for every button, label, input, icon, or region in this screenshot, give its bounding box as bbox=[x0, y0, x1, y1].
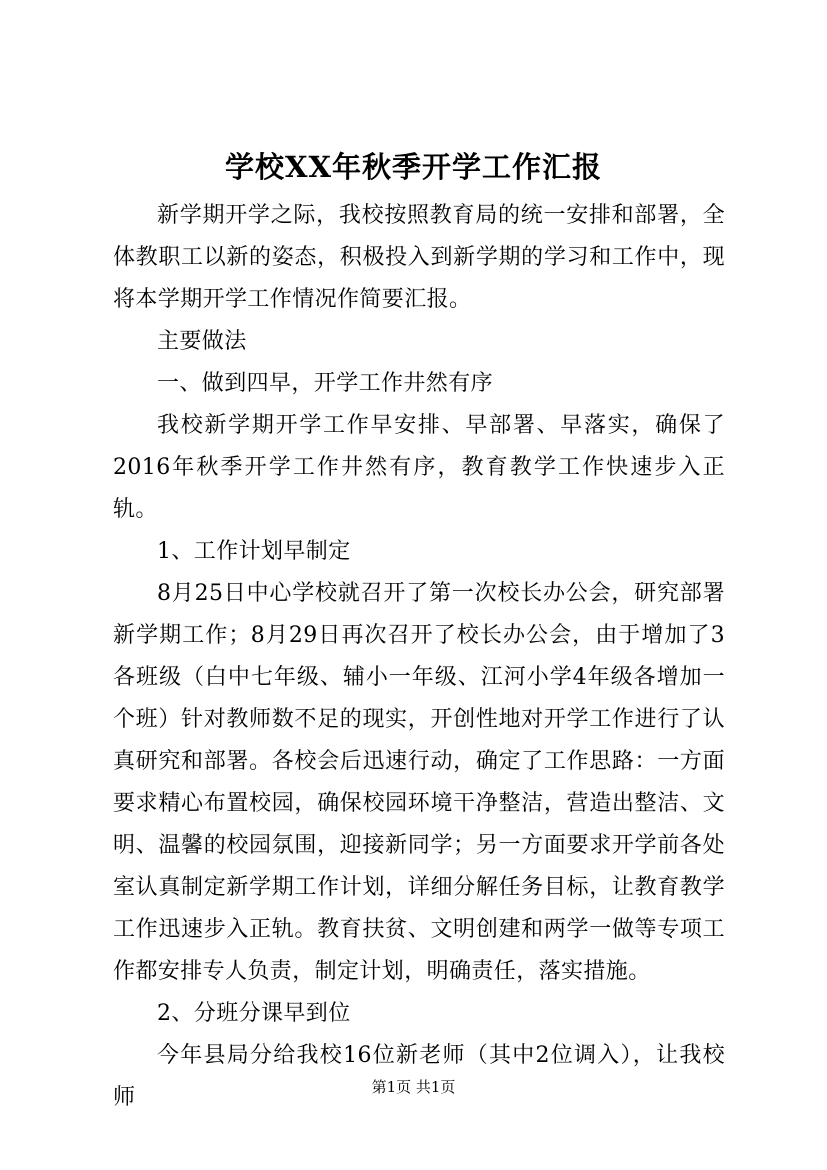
subheading-class-assignment: 2、分班分课早到位 bbox=[157, 1001, 351, 1026]
paragraph-class-assignment: 今年县局分给我校16位新老师（其中2位调入），让我校师 bbox=[113, 1043, 725, 1110]
section-heading-main-methods: 主要做法 bbox=[157, 329, 247, 354]
subheading-work-plan: 1、工作计划早制定 bbox=[157, 539, 351, 564]
document-title: 学校XX年秋季开学工作汇报 bbox=[224, 150, 602, 184]
paragraph-four-early: 我校新学期开学工作早安排、早部署、早落实，确保了2016年秋季开学工作井然有序，教育教学工作快速步入正轨。 bbox=[113, 413, 725, 522]
section-heading-four-early: 一、做到四早，开学工作井然有序 bbox=[157, 371, 494, 396]
paragraph-work-plan: 8月25日中心学校就召开了第一次校长办公会，研究部署新学期工作；8月29日再次召开了校长办公会，由于增加了3各班级（白中七年级、辅小一年级、江河小学4年级各增加一个班）针对教师数不足的现实，开创性地对开学工作进行了认真研究和部署。各校会后迅速行动，确定了工作思路：一方面要求精心布置校园，确保校园环境干净整洁，营造出整洁、文明、温馨的校园氛围，迎接新同学；另一方面要求开学前各处室认真制定新学期工作计划，详细分解任务目标，让教育教学工作迅速步入正轨。教育扶贫、文明创建和两学一做等专项工作都安排专人负责，制定计划，明确责任，落实措施。 bbox=[113, 581, 725, 984]
document-body bbox=[113, 195, 725, 1119]
page-footer: 第1页 共1页 bbox=[371, 1078, 456, 1096]
paragraph-intro: 新学期开学之际，我校按照教育局的统一安排和部署，全体教职工以新的姿态，积极投入到新学期的学习和工作中，现将本学期开学工作情况作简要汇报。 bbox=[113, 203, 725, 312]
